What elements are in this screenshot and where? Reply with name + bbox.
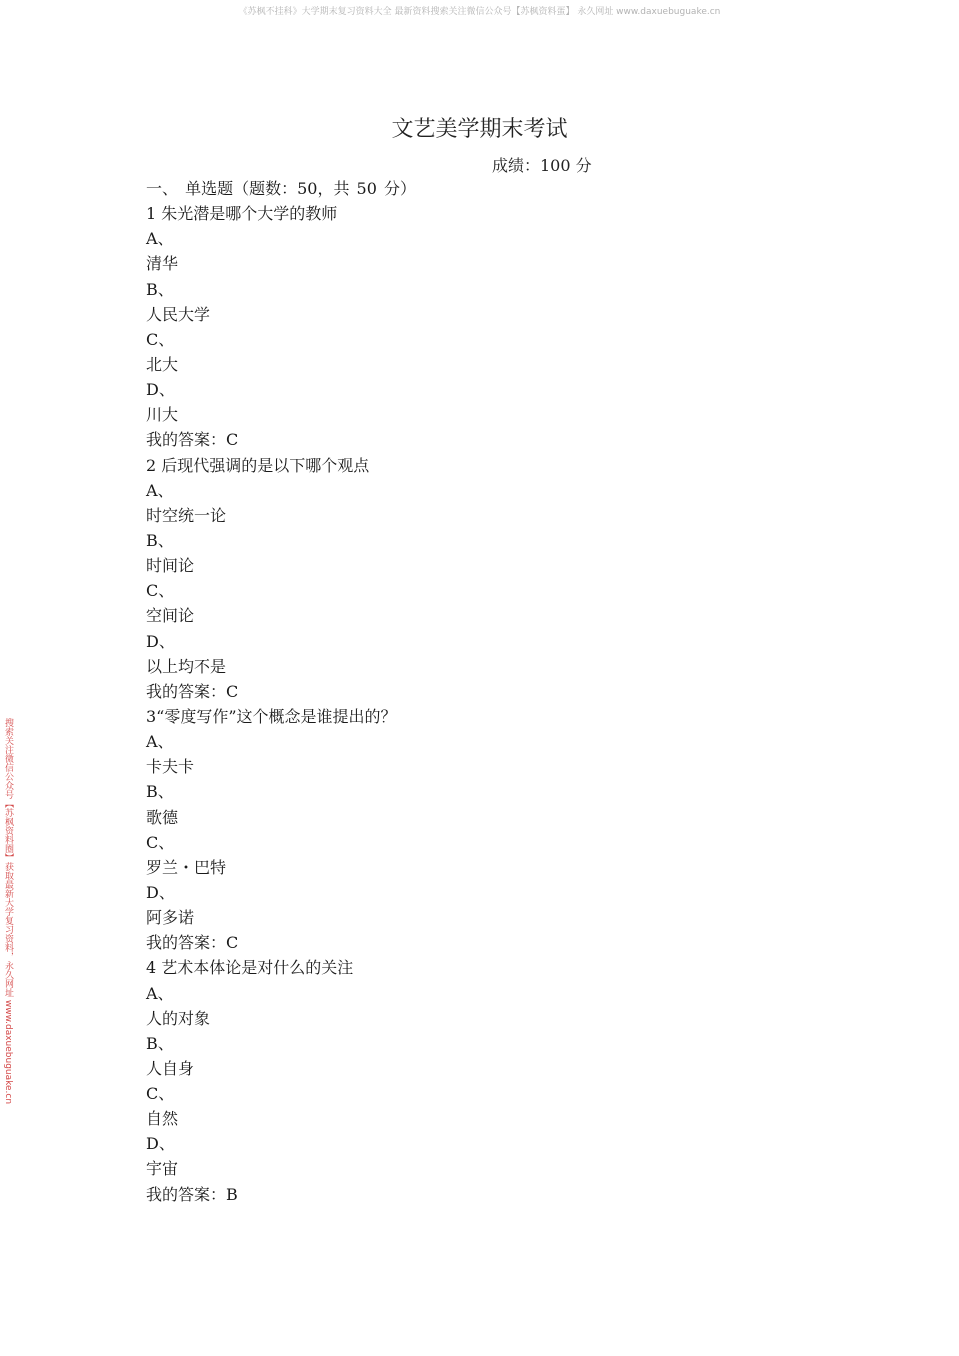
- option-label: B、: [146, 782, 174, 802]
- header-watermark: 《苏枫不挂科》大学期末复习资料大全 最新资料搜索关注微信公众号【苏枫资料蛋】 永久网址 www.daxuebuguake.cn: [238, 7, 721, 17]
- option-text: 空间论: [146, 606, 195, 626]
- question-text: 2 后现代强调的是以下哪个观点: [146, 455, 370, 475]
- option-text: 以上均不是: [146, 656, 227, 676]
- option-label: D、: [146, 882, 175, 902]
- option-label: D、: [146, 380, 175, 400]
- option-label: A、: [146, 480, 174, 500]
- exam-title: 文艺美学期末考试: [391, 117, 568, 142]
- section-heading: 一、 单选题（题数：50，共 50 分）: [146, 179, 416, 198]
- my-answer: 我的答案：C: [146, 933, 239, 953]
- option-label: C、: [146, 1084, 175, 1104]
- option-label: C、: [146, 329, 175, 349]
- option-text: 阿多诺: [146, 908, 195, 928]
- my-answer: 我的答案：B: [146, 1184, 238, 1204]
- option-text: 卡夫卡: [146, 757, 195, 777]
- option-text: 自然: [146, 1109, 179, 1129]
- option-label: A、: [146, 229, 174, 249]
- question-text: 4 艺术本体论是对什么的关注: [146, 958, 354, 978]
- exam-score: 成绩：100 分: [492, 156, 592, 175]
- my-answer: 我的答案：C: [146, 430, 239, 450]
- side-watermark: 搜索关注微信公众号【苏枫资料圈】获取最新大学复习资料，永久网址 www.daxuebuguake.cn: [3, 718, 13, 1105]
- question-text: 1 朱光潜是哪个大学的教师: [146, 204, 338, 224]
- option-text: 川大: [146, 405, 179, 425]
- option-text: 罗兰・巴特: [146, 857, 227, 877]
- option-label: A、: [146, 732, 174, 752]
- question-block: [146, 704, 846, 955]
- question-block: [146, 453, 846, 704]
- option-text: 歌德: [146, 807, 179, 827]
- option-label: A、: [146, 983, 174, 1003]
- option-label: D、: [146, 631, 175, 651]
- question-block: [146, 955, 846, 1206]
- option-text: 人的对象: [146, 1008, 211, 1028]
- option-label: C、: [146, 581, 175, 601]
- option-text: 宇宙: [146, 1159, 179, 1179]
- question-block: [146, 201, 846, 452]
- option-text: 清华: [146, 254, 179, 274]
- option-text: 人民大学: [146, 304, 211, 324]
- option-label: B、: [146, 1033, 174, 1053]
- option-label: B、: [146, 530, 174, 550]
- option-label: D、: [146, 1134, 175, 1154]
- option-text: 时空统一论: [146, 505, 227, 525]
- option-text: 北大: [146, 354, 179, 374]
- option-label: B、: [146, 279, 174, 299]
- option-text: 时间论: [146, 556, 195, 576]
- option-label: C、: [146, 832, 175, 852]
- option-text: 人自身: [146, 1058, 195, 1078]
- question-text: 3“零度写作”这个概念是谁提出的？: [146, 706, 397, 726]
- my-answer: 我的答案：C: [146, 681, 239, 701]
- exam-content: [146, 176, 846, 1207]
